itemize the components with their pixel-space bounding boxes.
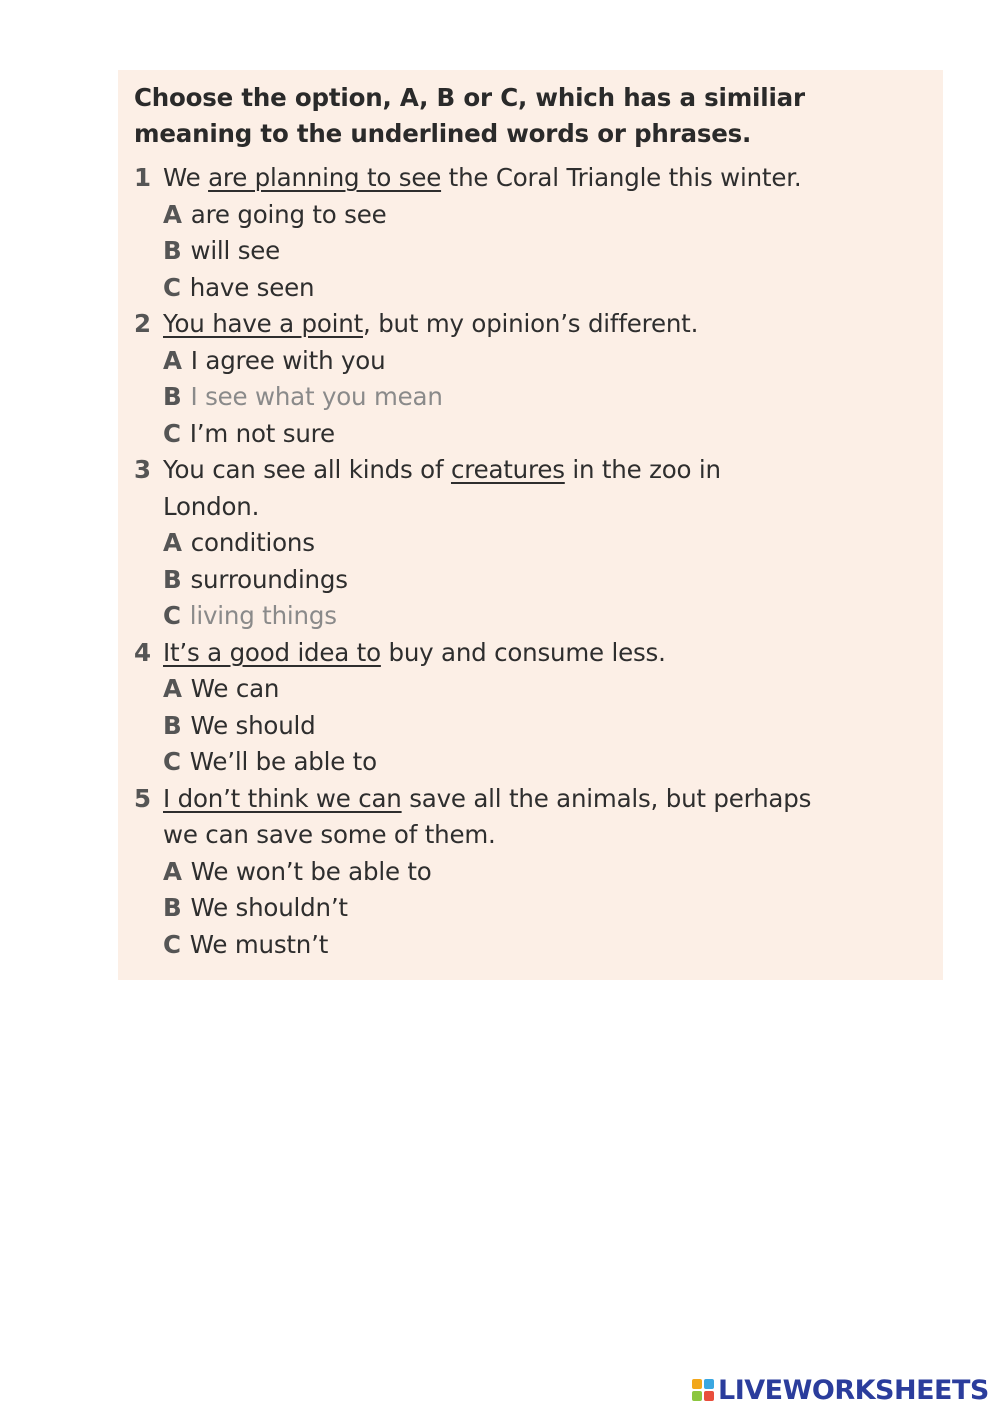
question-number: 1 [134, 163, 151, 192]
exercise-panel [118, 70, 943, 980]
option-letter: C [163, 418, 181, 448]
question-text-part: You can see all kinds of [163, 455, 451, 484]
option-content [163, 233, 280, 270]
question-prompt-continued [134, 817, 943, 854]
option-text: have seen [189, 272, 315, 302]
instruction-line-1: Choose the option, A, B or C, which has a similiar [134, 83, 805, 112]
option-content [163, 197, 387, 234]
option-text: I see what you mean [190, 382, 443, 411]
question-text [163, 489, 259, 526]
instruction-line-2: meaning to the underlined words or phrases. [134, 119, 752, 148]
option-letter: B [163, 236, 182, 265]
answer-option-b[interactable] [134, 890, 943, 927]
question-prompt [134, 160, 943, 197]
option-text: We should [190, 710, 316, 740]
option-content [163, 598, 337, 635]
option-text: I agree with you [190, 345, 386, 375]
option-text: living things [189, 601, 337, 630]
option-letter: B [163, 564, 182, 594]
answer-option-c[interactable] [134, 416, 943, 453]
answer-option-b[interactable] [134, 562, 943, 599]
answer-option-c[interactable] [134, 927, 943, 964]
answer-option-a[interactable] [134, 671, 943, 708]
question-number: 5 [134, 783, 151, 813]
question-text-part: we can save some of them. [163, 820, 496, 849]
answer-option-c[interactable] [134, 744, 943, 781]
option-content [163, 890, 348, 927]
option-content [163, 525, 315, 562]
option-letter: B [163, 710, 182, 740]
option-letter: B [163, 893, 182, 922]
option-letter: C [163, 747, 181, 776]
question-prompt [134, 781, 943, 818]
option-text: will see [190, 236, 281, 265]
question-number: 4 [134, 637, 151, 667]
question-text-part: We [163, 163, 209, 192]
question-text-part: buy and consume less. [380, 637, 666, 667]
option-text: We mustn’t [189, 929, 329, 959]
option-content [163, 379, 443, 416]
option-text: We won’t be able to [190, 856, 432, 886]
question-number: 3 [134, 455, 151, 484]
answer-option-b[interactable] [134, 233, 943, 270]
question-text-part: the Coral Triangle this winter. [441, 163, 802, 192]
underlined-phrase: It’s a good idea to [163, 637, 381, 667]
question-text [163, 781, 811, 818]
answer-option-a[interactable] [134, 343, 943, 380]
option-content [163, 562, 348, 599]
option-text: are going to see [190, 199, 387, 229]
option-content [163, 416, 335, 453]
underlined-phrase: I don’t think we can [163, 783, 402, 813]
option-letter: B [163, 382, 182, 411]
option-letter: C [163, 601, 181, 630]
question-text [163, 817, 496, 854]
option-letter: A [163, 674, 182, 703]
option-content [163, 854, 432, 891]
option-text: I’m not sure [189, 418, 335, 448]
underlined-phrase: are planning to see [208, 163, 442, 192]
option-letter: A [163, 199, 182, 229]
underlined-phrase: creatures [450, 455, 565, 484]
option-content [163, 927, 328, 964]
instructions [134, 80, 943, 152]
question-prompt-continued [134, 489, 943, 526]
option-letter: A [163, 528, 182, 557]
option-text: We’ll be able to [189, 747, 377, 776]
answer-option-b[interactable] [134, 708, 943, 745]
question-text [163, 160, 801, 197]
question-number: 2 [134, 309, 151, 338]
question-text [163, 306, 698, 343]
question-text-part: , but my opinion’s different. [363, 309, 699, 338]
option-text: conditions [190, 528, 315, 557]
question-list [134, 160, 943, 963]
option-letter: C [163, 929, 181, 959]
question-text [163, 635, 666, 672]
question-prompt [134, 635, 943, 672]
underlined-phrase: You have a point [163, 309, 364, 338]
liveworksheets-logo-icon [692, 1379, 714, 1401]
answer-option-b[interactable] [134, 379, 943, 416]
logo-text: LIVEWORKSHEETS [718, 1374, 989, 1406]
option-content [163, 708, 316, 745]
option-text: surroundings [190, 564, 348, 594]
liveworksheets-logo [692, 1374, 989, 1406]
question-prompt [134, 306, 943, 343]
option-letter: A [163, 345, 182, 375]
option-letter: C [163, 272, 181, 302]
answer-option-c[interactable] [134, 598, 943, 635]
question-text-part: London. [163, 491, 260, 521]
option-content [163, 744, 377, 781]
question-text-part: save all the animals, but perhaps [401, 783, 812, 813]
answer-option-a[interactable] [134, 525, 943, 562]
option-text: We shouldn’t [190, 893, 348, 922]
option-content [163, 343, 385, 380]
option-text: We can [190, 674, 280, 703]
question-text-part: in the zoo in [564, 455, 721, 484]
answer-option-c[interactable] [134, 270, 943, 307]
option-letter: A [163, 856, 182, 886]
question-prompt [134, 452, 943, 489]
answer-option-a[interactable] [134, 854, 943, 891]
question-text [163, 452, 721, 489]
answer-option-a[interactable] [134, 197, 943, 234]
option-content [163, 671, 279, 708]
option-content [163, 270, 314, 307]
